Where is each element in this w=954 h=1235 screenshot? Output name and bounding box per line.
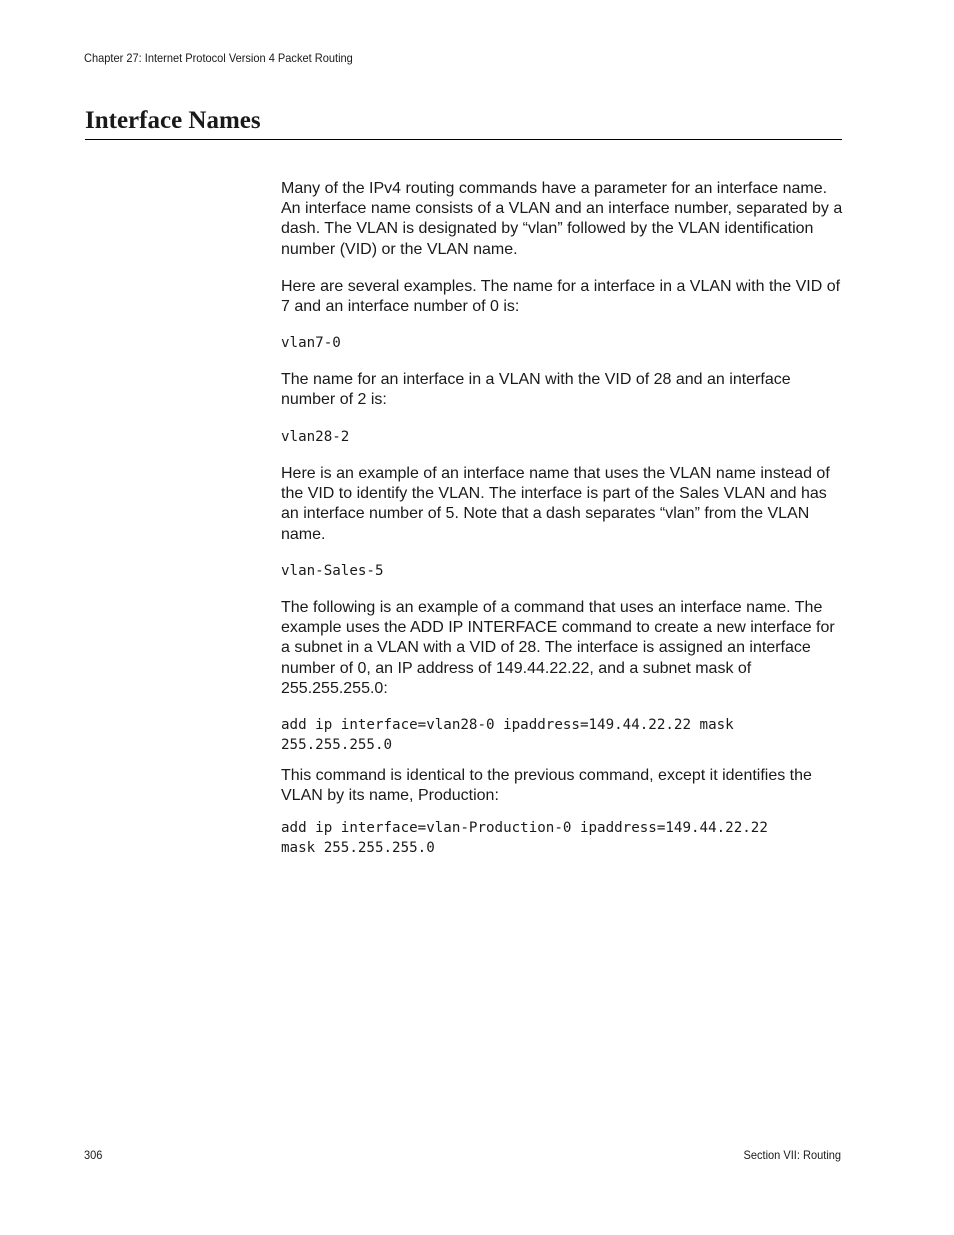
paragraph-production: This command is identical to the previous command, except it identifies the VLAN by its name, Production: <box>281 767 812 805</box>
code-example-vlan7: vlan7-0 <box>281 335 341 351</box>
paragraph-vlan-name: Here is an example of an interface name that uses the VLAN name instead of the VID to identify the VLAN. The interface is part of the Sales VLAN and has an interface number of 5. Note that a dash separates “vlan” from the VLAN name. <box>281 465 830 543</box>
paragraph-intro: Many of the IPv4 routing commands have a parameter for an interface name. An interface name consists of a VLAN and an interface number, separated by a dash. The VLAN is designated by “vlan” followed by the VLAN identification number (VID) or the VLAN name. <box>281 180 843 258</box>
code-command-vid: add ip interface=vlan28-0 ipaddress=149.44.22.22 mask 255.255.255.0 <box>281 717 734 753</box>
page-number: 306 <box>84 1148 103 1162</box>
title-rule <box>85 139 842 140</box>
paragraph-command: The following is an example of a command that uses an interface name. The example uses the ADD IP INTERFACE command to create a new interface for a subnet in a VLAN with a VID of 28. The interface is assigned an interface number of 0, an IP address of 149.44.22.22, and a subnet mask of 255.255.255.0: <box>281 599 835 697</box>
code-example-sales: vlan-Sales-5 <box>281 563 384 579</box>
code-example-vlan28: vlan28-2 <box>281 429 350 445</box>
paragraph-examples: Here are several examples. The name for a interface in a VLAN with the VID of 7 and an interface number of 0 is: <box>281 278 841 316</box>
code-command-production: add ip interface=vlan-Production-0 ipaddress=149.44.22.22 mask 255.255.255.0 <box>281 820 768 856</box>
running-header: Chapter 27: Internet Protocol Version 4 Packet Routing <box>84 51 353 65</box>
paragraph-vid28: The name for an interface in a VLAN with the VID of 28 and an interface number of 2 is: <box>281 371 791 409</box>
section-label: Section VII: Routing <box>743 1148 841 1162</box>
section-title: Interface Names <box>85 107 261 134</box>
